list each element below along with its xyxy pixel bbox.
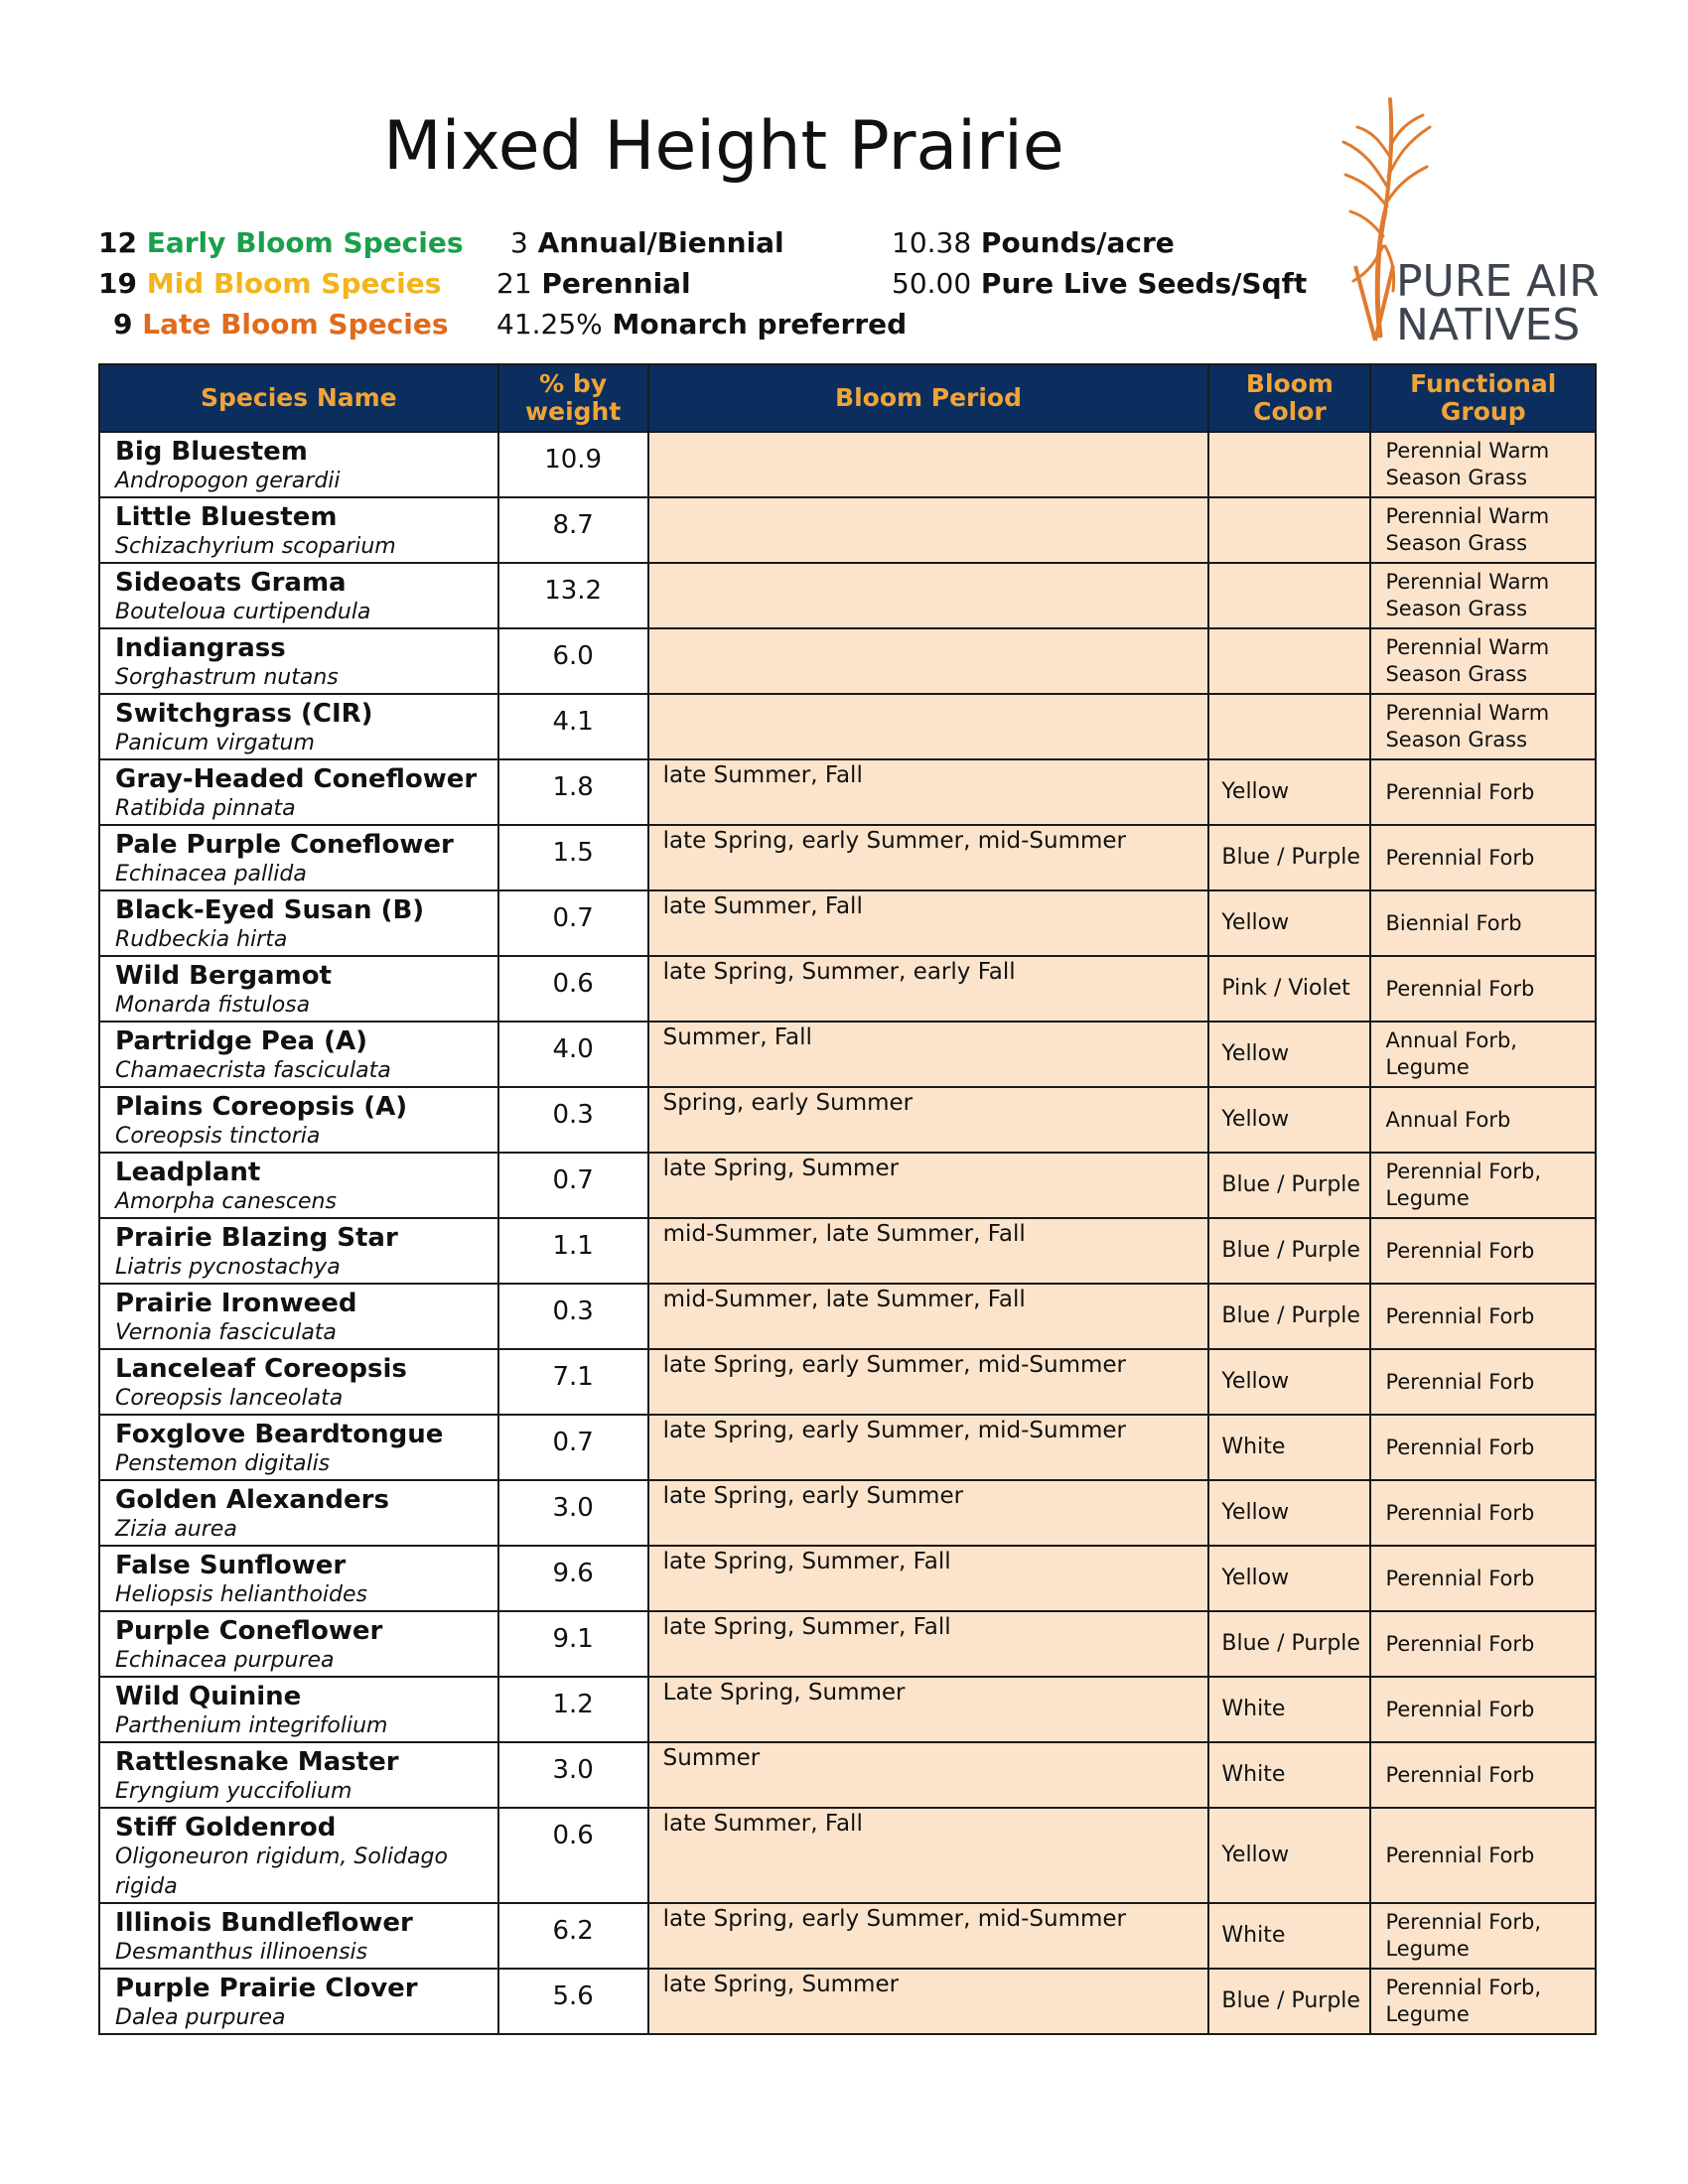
pct-weight: 4.1 <box>498 694 648 759</box>
scientific-name: Oligoneuron rigidum, Solidago rigida <box>115 1844 448 1899</box>
table-row <box>99 1349 1596 1415</box>
bloom-period: late Spring, early Summer, mid-Summer <box>648 1415 1209 1480</box>
pct-weight: 4.0 <box>498 1022 648 1087</box>
pct-weight: 0.3 <box>498 1087 648 1153</box>
bloom-color: White <box>1208 1903 1370 1969</box>
species-cell <box>99 759 498 825</box>
stat-perennial <box>496 267 691 300</box>
logo-text <box>1396 256 1600 350</box>
stat-early-label: Early Bloom Species <box>146 226 464 259</box>
common-name: Rattlesnake Master <box>115 1747 399 1777</box>
scientific-name: Heliopsis helianthoides <box>115 1582 367 1607</box>
species-cell <box>99 432 498 497</box>
bloom-color: Yellow <box>1208 759 1370 825</box>
table-row <box>99 694 1596 759</box>
bloom-period <box>648 628 1209 694</box>
bloom-period: late Summer, Fall <box>648 1808 1209 1903</box>
common-name: Indiangrass <box>115 633 286 663</box>
header-bloom: Bloom Period <box>648 364 1209 432</box>
stat-late-count: 9 <box>113 308 133 341</box>
table-row <box>99 497 1596 563</box>
functional-group: Perennial Forb, Legume <box>1370 1153 1596 1218</box>
functional-group: Perennial Forb <box>1370 1284 1596 1349</box>
species-cell <box>99 1546 498 1611</box>
stat-monarch-label: Monarch preferred <box>612 308 908 341</box>
scientific-name: Coreopsis lanceolata <box>115 1386 344 1411</box>
bloom-color: Blue / Purple <box>1208 1153 1370 1218</box>
scientific-name: Schizachyrium scoparium <box>115 534 396 559</box>
table-row <box>99 563 1596 628</box>
functional-group: Perennial Warm Season Grass <box>1370 563 1596 628</box>
common-name: Golden Alexanders <box>115 1485 389 1515</box>
stat-pounds-label: Pounds/acre <box>980 226 1175 259</box>
bloom-period <box>648 563 1209 628</box>
bloom-color: Yellow <box>1208 1480 1370 1546</box>
common-name: Gray-Headed Coneflower <box>115 764 478 794</box>
table-row <box>99 432 1596 497</box>
table-row <box>99 1022 1596 1087</box>
bloom-period <box>648 497 1209 563</box>
pct-weight: 1.1 <box>498 1218 648 1284</box>
species-cell <box>99 1349 498 1415</box>
pct-weight: 10.9 <box>498 432 648 497</box>
bloom-period: late Spring, Summer <box>648 1969 1209 2034</box>
bloom-color: Yellow <box>1208 1546 1370 1611</box>
species-cell <box>99 825 498 890</box>
table-row <box>99 1087 1596 1153</box>
stat-early-count: 12 <box>98 226 137 259</box>
header-group-line1: Functional <box>1410 369 1557 398</box>
species-cell <box>99 563 498 628</box>
bloom-period: Summer, Fall <box>648 1022 1209 1087</box>
species-cell <box>99 956 498 1022</box>
bloom-period: late Spring, Summer, Fall <box>648 1546 1209 1611</box>
table-row <box>99 1611 1596 1677</box>
species-cell <box>99 1218 498 1284</box>
common-name: Leadplant <box>115 1158 261 1187</box>
bloom-period: late Summer, Fall <box>648 759 1209 825</box>
scientific-name: Zizia aurea <box>115 1517 237 1542</box>
functional-group: Perennial Forb <box>1370 1415 1596 1480</box>
functional-group: Perennial Forb <box>1370 1480 1596 1546</box>
functional-group: Perennial Forb <box>1370 1349 1596 1415</box>
stat-pounds-count: 10.38 <box>892 226 972 259</box>
functional-group: Biennial Forb <box>1370 890 1596 956</box>
pct-weight: 0.7 <box>498 1153 648 1218</box>
functional-group: Perennial Warm Season Grass <box>1370 432 1596 497</box>
functional-group: Annual Forb <box>1370 1087 1596 1153</box>
stat-monarch <box>496 308 907 341</box>
header-species: Species Name <box>99 364 498 432</box>
pct-weight: 6.0 <box>498 628 648 694</box>
common-name: Partridge Pea (A) <box>115 1026 367 1056</box>
scientific-name: Liatris pycnostachya <box>115 1255 341 1280</box>
common-name: Switchgrass (CIR) <box>115 699 373 729</box>
bloom-period <box>648 694 1209 759</box>
scientific-name: Sorghastrum nutans <box>115 665 339 690</box>
bloom-period: late Spring, Summer, Fall <box>648 1611 1209 1677</box>
scientific-name: Rudbeckia hirta <box>115 927 288 952</box>
pct-weight: 3.0 <box>498 1480 648 1546</box>
pct-weight: 9.1 <box>498 1611 648 1677</box>
species-cell <box>99 1808 498 1903</box>
table-row <box>99 1677 1596 1742</box>
table-row <box>99 1903 1596 1969</box>
table-row <box>99 1415 1596 1480</box>
bloom-period: Spring, early Summer <box>648 1087 1209 1153</box>
logo-line2: NATIVES <box>1396 300 1581 350</box>
stat-late-label: Late Bloom Species <box>142 308 449 341</box>
bloom-color: Blue / Purple <box>1208 1284 1370 1349</box>
common-name: Black-Eyed Susan (B) <box>115 895 425 925</box>
bloom-period: mid-Summer, late Summer, Fall <box>648 1218 1209 1284</box>
bloom-color: Pink / Violet <box>1208 956 1370 1022</box>
scientific-name: Echinacea pallida <box>115 862 307 887</box>
bloom-color <box>1208 497 1370 563</box>
pct-weight: 13.2 <box>498 563 648 628</box>
table-row <box>99 1969 1596 2034</box>
header-group <box>1370 364 1596 432</box>
header-pct-line2: weight <box>525 397 622 426</box>
bloom-color: Yellow <box>1208 1349 1370 1415</box>
bloom-color <box>1208 628 1370 694</box>
table-row <box>99 1742 1596 1808</box>
bloom-period: Late Spring, Summer <box>648 1677 1209 1742</box>
stat-pounds <box>892 226 1175 259</box>
table-row <box>99 628 1596 694</box>
table-row <box>99 1153 1596 1218</box>
table-row <box>99 1546 1596 1611</box>
common-name: Purple Prairie Clover <box>115 1974 418 2003</box>
functional-group: Perennial Forb <box>1370 1742 1596 1808</box>
scientific-name: Vernonia fasciculata <box>115 1320 337 1345</box>
functional-group: Perennial Forb, Legume <box>1370 1969 1596 2034</box>
species-cell <box>99 1022 498 1087</box>
species-cell <box>99 1153 498 1218</box>
common-name: Plains Coreopsis (A) <box>115 1092 408 1122</box>
header-group-line2: Group <box>1440 397 1526 426</box>
scientific-name: Ratibida pinnata <box>115 796 296 821</box>
functional-group: Perennial Forb <box>1370 1218 1596 1284</box>
bloom-color: Yellow <box>1208 1808 1370 1903</box>
functional-group: Perennial Forb <box>1370 1677 1596 1742</box>
bloom-period: late Spring, early Summer, mid-Summer <box>648 1903 1209 1969</box>
common-name: Wild Bergamot <box>115 961 332 991</box>
table-header-row <box>99 364 1596 432</box>
functional-group: Perennial Warm Season Grass <box>1370 694 1596 759</box>
functional-group: Perennial Forb <box>1370 825 1596 890</box>
scientific-name: Coreopsis tinctoria <box>115 1124 321 1149</box>
bloom-period: late Spring, Summer, early Fall <box>648 956 1209 1022</box>
header-pct-line1: % by <box>539 369 608 398</box>
stat-annual-label: Annual/Biennial <box>537 226 784 259</box>
pct-weight: 0.6 <box>498 1808 648 1903</box>
common-name: Wild Quinine <box>115 1682 302 1711</box>
species-cell <box>99 1742 498 1808</box>
species-cell <box>99 1087 498 1153</box>
bloom-color: Yellow <box>1208 1087 1370 1153</box>
table-row <box>99 956 1596 1022</box>
header-pct <box>498 364 648 432</box>
pct-weight: 1.5 <box>498 825 648 890</box>
common-name: Prairie Ironweed <box>115 1289 357 1318</box>
common-name: Purple Coneflower <box>115 1616 383 1646</box>
bloom-period: late Spring, early Summer, mid-Summer <box>648 1349 1209 1415</box>
pct-weight: 9.6 <box>498 1546 648 1611</box>
common-name: Foxglove Beardtongue <box>115 1420 444 1449</box>
species-cell <box>99 1611 498 1677</box>
scientific-name: Dalea purpurea <box>115 2005 286 2030</box>
stat-perennial-count: 21 <box>496 267 532 300</box>
bloom-color: Blue / Purple <box>1208 1218 1370 1284</box>
pct-weight: 0.7 <box>498 890 648 956</box>
species-cell <box>99 1415 498 1480</box>
functional-group: Annual Forb, Legume <box>1370 1022 1596 1087</box>
scientific-name: Desmanthus illinoensis <box>115 1940 368 1965</box>
stat-mid <box>98 267 441 300</box>
species-cell <box>99 628 498 694</box>
header-color <box>1208 364 1370 432</box>
functional-group: Perennial Forb <box>1370 956 1596 1022</box>
bloom-period: Summer <box>648 1742 1209 1808</box>
functional-group: Perennial Forb <box>1370 759 1596 825</box>
pct-weight: 5.6 <box>498 1969 648 2034</box>
bloom-period: mid-Summer, late Summer, Fall <box>648 1284 1209 1349</box>
bloom-color: Yellow <box>1208 1022 1370 1087</box>
functional-group: Perennial Forb <box>1370 1546 1596 1611</box>
table-row <box>99 1808 1596 1903</box>
scientific-name: Amorpha canescens <box>115 1189 337 1214</box>
header-color-line2: Color <box>1253 397 1327 426</box>
pct-weight: 7.1 <box>498 1349 648 1415</box>
bloom-color <box>1208 694 1370 759</box>
pct-weight: 0.3 <box>498 1284 648 1349</box>
pct-weight: 0.6 <box>498 956 648 1022</box>
species-cell <box>99 694 498 759</box>
table-row <box>99 825 1596 890</box>
common-name: Prairie Blazing Star <box>115 1223 398 1253</box>
logo-line1: PURE AIR <box>1396 256 1600 307</box>
header-color-line1: Bloom <box>1245 369 1334 398</box>
scientific-name: Bouteloua curtipendula <box>115 600 371 624</box>
table-row <box>99 1218 1596 1284</box>
functional-group: Perennial Forb <box>1370 1611 1596 1677</box>
species-cell <box>99 890 498 956</box>
functional-group: Perennial Forb, Legume <box>1370 1903 1596 1969</box>
common-name: Stiff Goldenrod <box>115 1813 337 1843</box>
scientific-name: Parthenium integrifolium <box>115 1713 388 1738</box>
bloom-period: late Spring, early Summer, mid-Summer <box>648 825 1209 890</box>
bloom-color: Blue / Purple <box>1208 825 1370 890</box>
stat-annual <box>510 226 784 259</box>
stat-perennial-label: Perennial <box>541 267 691 300</box>
stat-pls <box>892 267 1307 300</box>
table-row <box>99 890 1596 956</box>
functional-group: Perennial Warm Season Grass <box>1370 628 1596 694</box>
common-name: Little Bluestem <box>115 502 338 532</box>
scientific-name: Panicum virgatum <box>115 731 315 755</box>
page-title: Mixed Height Prairie <box>383 107 1064 186</box>
bloom-period: late Spring, Summer <box>648 1153 1209 1218</box>
table-row <box>99 759 1596 825</box>
stat-annual-count: 3 <box>510 226 528 259</box>
pct-weight: 6.2 <box>498 1903 648 1969</box>
bloom-color: White <box>1208 1742 1370 1808</box>
stat-pls-count: 50.00 <box>892 267 972 300</box>
bloom-color <box>1208 432 1370 497</box>
common-name: Pale Purple Coneflower <box>115 830 454 860</box>
species-cell <box>99 1903 498 1969</box>
species-cell <box>99 1969 498 2034</box>
table-row <box>99 1284 1596 1349</box>
scientific-name: Andropogon gerardii <box>115 469 341 493</box>
species-table <box>98 363 1597 2035</box>
common-name: False Sunflower <box>115 1551 347 1580</box>
table-row <box>99 1480 1596 1546</box>
species-cell <box>99 1284 498 1349</box>
bloom-period <box>648 432 1209 497</box>
pct-weight: 0.7 <box>498 1415 648 1480</box>
functional-group: Perennial Forb <box>1370 1808 1596 1903</box>
common-name: Big Bluestem <box>115 437 308 467</box>
bloom-color: White <box>1208 1415 1370 1480</box>
species-cell <box>99 1677 498 1742</box>
stat-monarch-count: 41.25% <box>496 308 603 341</box>
functional-group: Perennial Warm Season Grass <box>1370 497 1596 563</box>
scientific-name: Monarda fistulosa <box>115 993 311 1018</box>
stat-early <box>98 226 464 259</box>
bloom-period: late Spring, early Summer <box>648 1480 1209 1546</box>
scientific-name: Chamaecrista fasciculata <box>115 1058 391 1083</box>
stat-mid-label: Mid Bloom Species <box>146 267 442 300</box>
scientific-name: Penstemon digitalis <box>115 1451 331 1476</box>
species-cell <box>99 497 498 563</box>
species-cell <box>99 1480 498 1546</box>
pct-weight: 3.0 <box>498 1742 648 1808</box>
bloom-color: White <box>1208 1677 1370 1742</box>
bloom-color: Yellow <box>1208 890 1370 956</box>
scientific-name: Eryngium yuccifolium <box>115 1779 352 1804</box>
pct-weight: 1.2 <box>498 1677 648 1742</box>
stat-pls-label: Pure Live Seeds/Sqft <box>980 267 1308 300</box>
bloom-color: Blue / Purple <box>1208 1611 1370 1677</box>
scientific-name: Echinacea purpurea <box>115 1648 335 1673</box>
common-name: Illinois Bundleflower <box>115 1908 413 1938</box>
stat-late <box>113 308 448 341</box>
common-name: Lanceleaf Coreopsis <box>115 1354 407 1384</box>
pct-weight: 8.7 <box>498 497 648 563</box>
bloom-color <box>1208 563 1370 628</box>
pct-weight: 1.8 <box>498 759 648 825</box>
common-name: Sideoats Grama <box>115 568 347 598</box>
bloom-period: late Summer, Fall <box>648 890 1209 956</box>
bloom-color: Blue / Purple <box>1208 1969 1370 2034</box>
stat-mid-count: 19 <box>98 267 137 300</box>
